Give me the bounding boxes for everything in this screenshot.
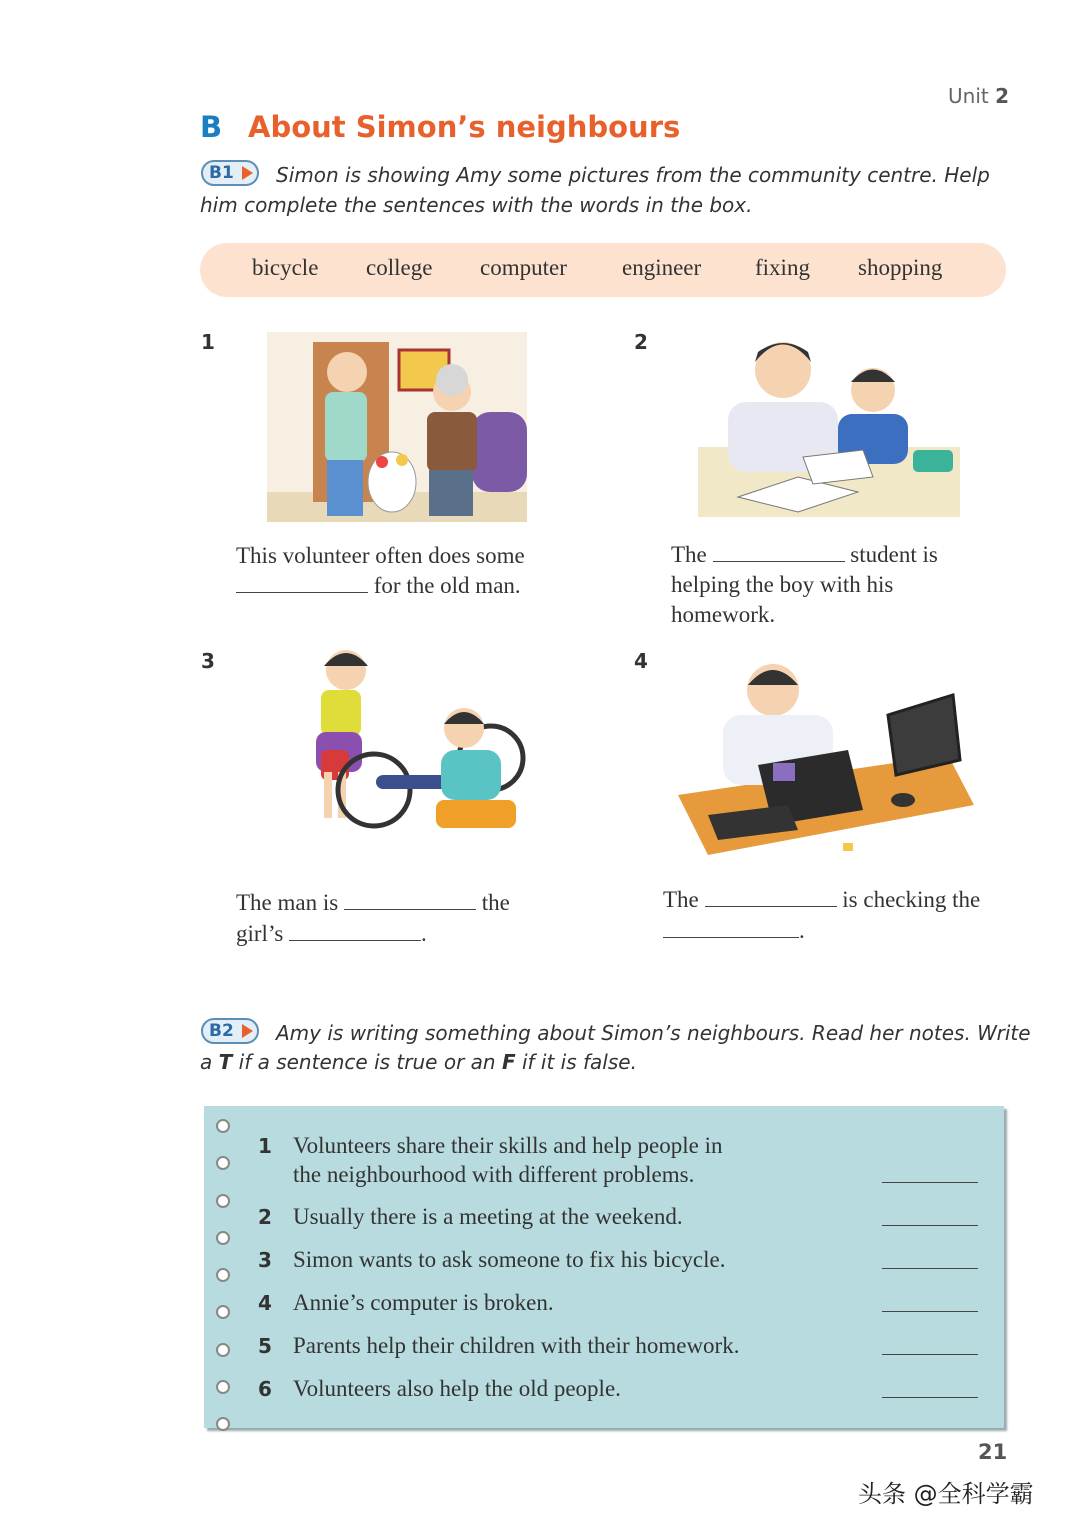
binder-ring-icon [216,1380,230,1394]
statement-6-line1: Volunteers also help the old people. [293,1376,621,1401]
b1-badge: B1 [201,160,259,186]
binder-ring-icon [216,1231,230,1245]
statement-5-line1: Parents help their children with their homework. [293,1333,740,1358]
page-number: 21 [978,1440,1008,1464]
b2-instruction-line2: a T if a sentence is true or an F if it is false. [200,1050,637,1074]
play-arrow-icon [242,1024,253,1038]
illustration-student-helping-boy-homework [688,322,970,528]
statement-3-answer-blank[interactable] [882,1268,978,1269]
statement-6-answer-blank[interactable] [882,1397,978,1398]
illustration-volunteer-with-old-man [267,332,527,522]
word-engineer: engineer [622,255,702,280]
statement-2-line1: Usually there is a meeting at the weekend. [293,1204,683,1229]
word-bicycle: bicycle [252,255,319,280]
item-2-blank[interactable] [713,541,845,562]
statement-5-answer-blank[interactable] [882,1354,978,1355]
binder-ring-icon [216,1194,230,1208]
binder-ring-icon [216,1305,230,1319]
b2-instruction-line1: Amy is writing something about Simon’s neighbours. Read her notes. Write [276,1021,1031,1045]
word-fixing: fixing [755,255,810,280]
watermark: 头条 @全科学霸 [858,1480,1034,1508]
b1-instruction-line1: Simon is showing Amy some pictures from the community centre. Help [276,163,990,187]
statement-1-line1: Volunteers share their skills and help people in [293,1133,723,1158]
word-shopping: shopping [858,255,943,280]
item-2-line1: The student is [671,542,938,567]
item-2-number: 2 [634,330,648,354]
statement-4-answer-blank[interactable] [882,1311,978,1312]
statement-2-number: 2 [258,1205,272,1229]
b1-instruction-line2: him complete the sentences with the words in the box. [200,193,753,217]
item-4-line1: The is checking the [663,887,981,912]
item-3-blank-2[interactable] [289,920,421,941]
item-4-number: 4 [634,649,648,673]
item-3-blank-1[interactable] [344,889,476,910]
binder-ring-icon [216,1343,230,1357]
unit-label: Unit 2 [948,84,1009,108]
section-letter: B [200,110,223,144]
statement-4-number: 4 [258,1291,272,1315]
statement-1-answer-blank[interactable] [882,1182,978,1183]
word-computer: computer [480,255,567,280]
section-title: About Simon’s neighbours [248,110,681,144]
item-1-number: 1 [201,330,215,354]
statement-1-line2: the neighbourhood with different problems. [293,1162,695,1187]
statement-4-line1: Annie’s computer is broken. [293,1290,554,1315]
item-3-number: 3 [201,649,215,673]
item-1-line1: This volunteer often does some [236,543,525,568]
statement-6-number: 6 [258,1377,272,1401]
statement-5-number: 5 [258,1334,272,1358]
b2-badge: B2 [201,1018,259,1044]
item-1-line2: for the old man. [236,571,521,601]
item-1-blank[interactable] [236,572,368,593]
binder-ring-icon [216,1119,230,1133]
binder-ring-icon [216,1417,230,1431]
statement-3-number: 3 [258,1248,272,1272]
item-2-line2: helping the boy with his [671,572,894,597]
item-4-blank-1[interactable] [705,886,837,907]
statement-2-answer-blank[interactable] [882,1225,978,1226]
binder-ring-icon [216,1268,230,1282]
item-3-line2: girl’s . [236,921,427,946]
statement-3-line1: Simon wants to ask someone to fix his bicycle. [293,1247,726,1272]
item-3-line1: The man is the [236,890,510,915]
illustration-man-checking-computer [648,655,974,860]
item-4-blank-2[interactable] [663,917,799,938]
word-college: college [366,255,433,280]
statement-1-number: 1 [258,1134,272,1158]
play-arrow-icon [242,166,253,180]
item-2-line3: homework. [671,602,776,627]
binder-ring-icon [216,1156,230,1170]
illustration-man-fixing-bicycle [236,640,566,880]
item-4-line2: . [663,916,805,946]
